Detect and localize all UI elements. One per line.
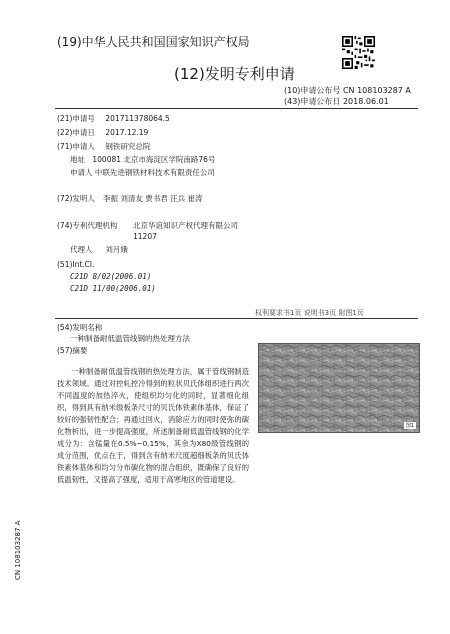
qr-code [342,36,375,69]
publication-date-value: 2018.06.01 [342,97,389,106]
inventors-value: 李振 刘清友 贾书君 汪兵 崔涛 [103,194,203,203]
applicant [57,141,150,152]
office-name: (19)中华人民共和国国家知识产权局 [57,35,250,49]
filing-date [57,127,148,138]
applicant-label: (71)申请人 [57,142,95,151]
publication-date-label: (43)申请公布日 [284,97,341,106]
publication-date [284,96,389,107]
document-type-title: (12)发明专利申请 [174,65,295,83]
side-publication-number [14,480,24,590]
ipc-version: (2006.01) [110,272,152,281]
filing-date-value: 2017.12.19 [105,128,149,137]
ipc-code: C21D 11/00 [70,284,116,293]
address [70,154,215,165]
biblio-divider [55,318,418,319]
ipc-classification-2 [70,283,156,294]
address-label: 地址 [70,155,85,164]
ipc-version: (2006.01) [115,284,156,293]
figure-label: 图1 [405,423,414,429]
filing-date-label: (22)申请日 [57,128,95,137]
agent-label: 代理人 [70,245,93,254]
ipc-label: (51)Int.Cl. [57,260,95,269]
abstract-text: 一种制备耐低温管线钢的热处理方法，属于管线钢制造技术领域。通过对控轧控冷得到的粒状贝氏体组织进行两次不同温度的加热淬火，使组织均匀化的同时，显著细化组织，得到具有纳米级板条尺寸的贝氏体铁素体基体，保证了较好的强韧性配合；再通过回火，消除应力的同时使弥的碳化物析出，进一步提高强度，所述制备耐低温管线钢的化学成分为：含锰量在0.5%~0.15%，其余为X80级管线钢的成分范围，优点在于，得到含有纳米尺度超细板条的贝氏体铁素体基体和均匀分布碳化物的混合组织，既确保了良好的低温韧性，又提高了强度，适用于高寒地区的管道建设。 [57,367,249,484]
inventors [57,193,253,204]
inventors-label: (72)发明人 [57,194,95,203]
abstract-body [57,366,249,486]
ipc-code: C21D 8/02 [70,272,111,281]
invention-title: 一种制备耐低温管线钢的热处理方法 [70,334,190,343]
publication-number-value: CN 108103287 A [342,86,411,95]
application-number-value: 201711378064.5 [105,114,170,123]
application-number [57,113,170,124]
patent-agency [57,220,253,242]
publication-number-label: (10)申请公布号 [284,86,341,95]
publication-number [284,85,411,96]
ipc-classification-1 [70,271,151,282]
page-count-summary: 权利要求书1页 说明书3页 附图1页 [255,309,364,317]
invention-title-label: (54)发明名称 [57,323,103,332]
agent [70,244,128,255]
patent-agency-label: (74)专利代理机构 [57,221,118,230]
application-number-label: (21)申请号 [57,114,95,123]
micrograph-figure [258,343,420,433]
micrograph-image [259,344,419,432]
patent-agency-value: 北京华谊知识产权代理有限公司 11207 [133,221,238,241]
header-divider [55,108,418,109]
second-applicant: 申请人 中联先进钢铁材料技术有限责任公司 [70,168,215,177]
abstract-label: (57)摘要 [57,346,88,355]
address-value: 100081 北京市海淀区学院南路76号 [92,155,216,164]
agent-value: 刘月娥 [105,245,128,254]
side-publication-number-text: CN 108103287 A [14,520,22,580]
applicant-value: 钢铁研究总院 [105,142,151,151]
